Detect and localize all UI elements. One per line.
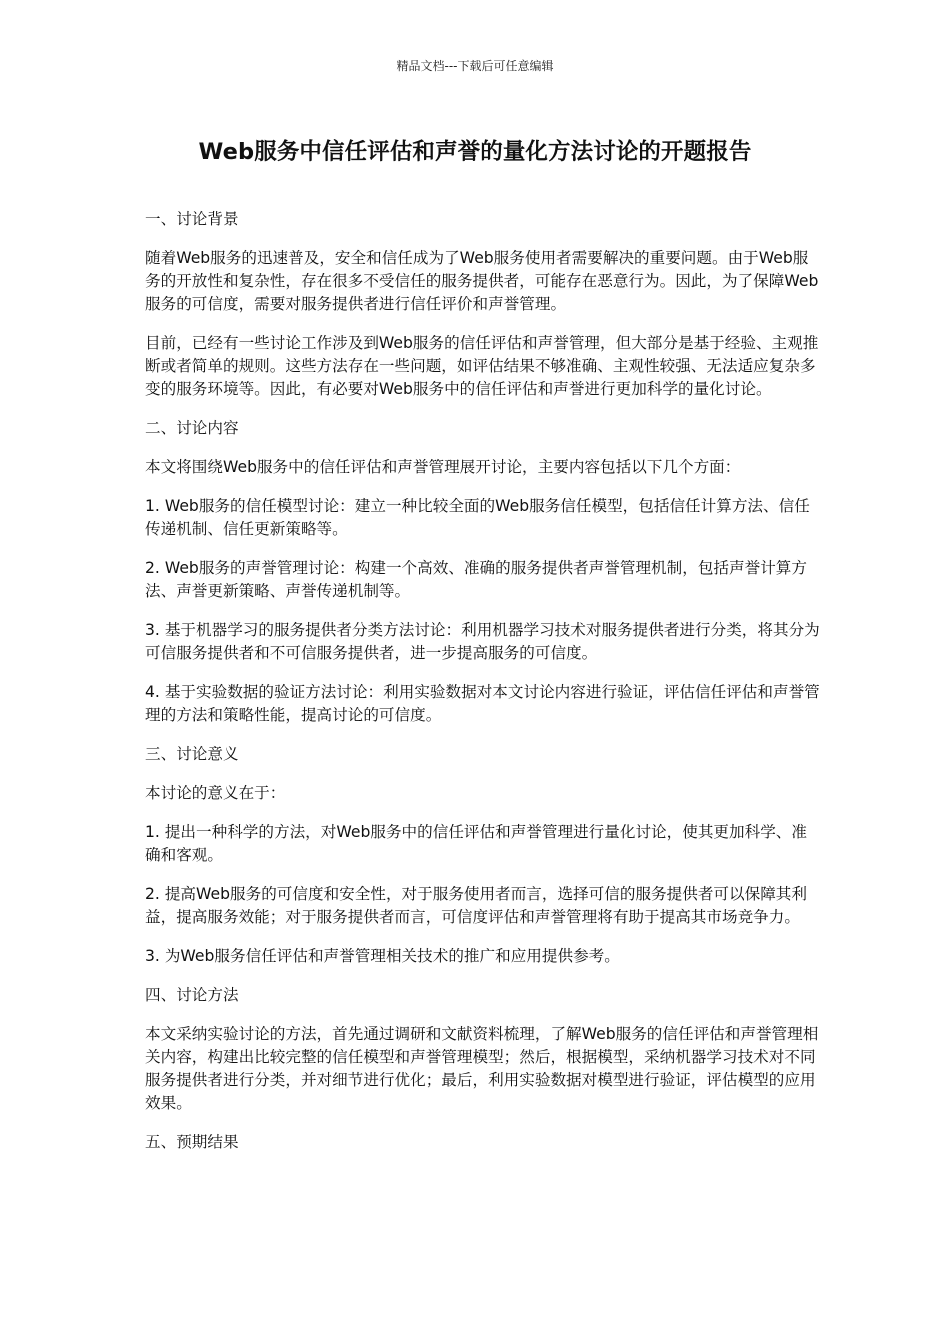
paragraph-method: 本文采纳实验讨论的方法，首先通过调研和文献资料梳理，了解Web服务的信任评估和声誉管理相关内容，构建出比较完整的信任模型和声誉管理模型；然后，根据模型，采纳机器学习技术对不同服务提供者进行分类，并对细节进行优化；最后，利用实验数据对模型进行验证，评估模型的应用效果。 [145,1025,819,1112]
list-item-content-3: 3. 基于机器学习的服务提供者分类方法讨论：利用机器学习技术对服务提供者进行分类，将其分为可信服务提供者和不可信服务提供者，进一步提高服务的可信度。 [145,621,820,662]
list-item-content-4: 4. 基于实验数据的验证方法讨论：利用实验数据对本文讨论内容进行验证，评估信任评估和声誉管理的方法和策略性能，提高讨论的可信度。 [145,683,820,724]
section-heading-significance: 三、讨论意义 [145,745,239,763]
list-item-significance-1: 1. 提出一种科学的方法，对Web服务中的信任评估和声誉管理进行量化讨论，使其更加科学、准确和客观。 [145,823,807,864]
section-heading-method: 四、讨论方法 [145,986,239,1004]
section-heading-expected-results: 五、预期结果 [145,1133,239,1151]
header-note: 精品文档---下载后可任意编辑 [396,59,554,73]
paragraph-content-intro: 本文将围绕Web服务中的信任评估和声誉管理展开讨论，主要内容包括以下几个方面： [145,458,741,476]
document-body [145,208,820,1170]
section-heading-content: 二、讨论内容 [145,419,239,437]
paragraph-background-2: 目前，已经有一些讨论工作涉及到Web服务的信任评估和声誉管理，但大部分是基于经验、主观推断或者简单的规则。这些方法存在一些问题，如评估结果不够准确、主观性较强、无法适应复杂多变的服务环境等。因此，有必要对Web服务中的信任评估和声誉进行更加科学的量化讨论。 [145,334,819,398]
list-item-content-1: 1. Web服务的信任模型讨论：建立一种比较全面的Web服务信任模型，包括信任计算方法、信任传递机制、信任更新策略等。 [145,497,810,538]
document-title: Web服务中信任评估和声誉的量化方法讨论的开题报告 [198,139,752,165]
list-item-significance-2: 2. 提高Web服务的可信度和安全性，对于服务使用者而言，选择可信的服务提供者可以保障其利益，提高服务效能；对于服务提供者而言，可信度评估和声誉管理将有助于提高其市场竞争力。 [145,885,807,926]
list-item-content-2: 2. Web服务的声誉管理讨论：构建一个高效、准确的服务提供者声誉管理机制，包括声誉计算方法、声誉更新策略、声誉传递机制等。 [145,559,807,600]
section-heading-background: 一、讨论背景 [145,210,239,228]
list-item-significance-3: 3. 为Web服务信任评估和声誉管理相关技术的推广和应用提供参考。 [145,947,620,965]
paragraph-significance-intro: 本讨论的意义在于： [145,784,286,802]
paragraph-background-1: 随着Web服务的迅速普及，安全和信任成为了Web服务使用者需要解决的重要问题。由于Web服务的开放性和复杂性，存在很多不受信任的服务提供者，可能存在恶意行为。因此，为了保障Web服务的可信度，需要对服务提供者进行信任评价和声誉管理。 [145,249,819,313]
